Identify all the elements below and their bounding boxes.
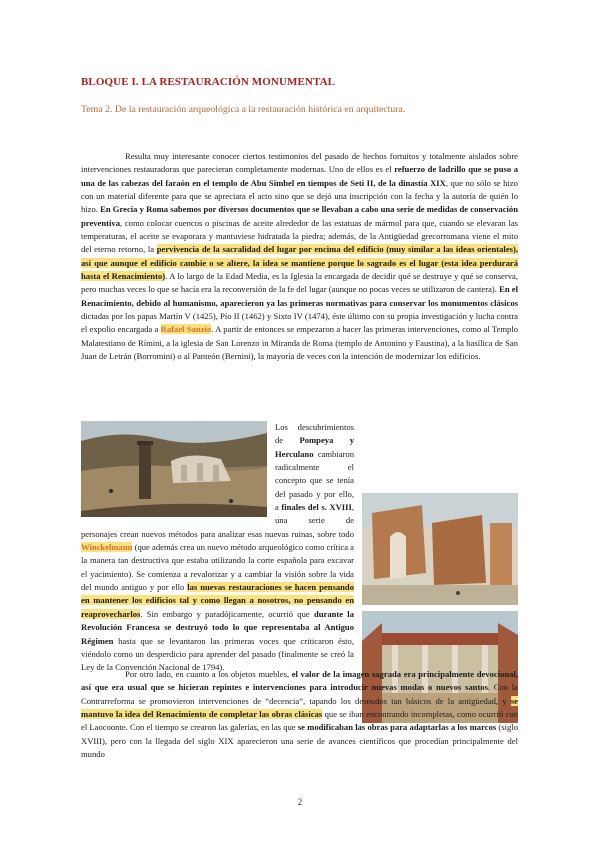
text: . A lo largo de la Edad Media, es la Iglesia la encargada de decidir qué se destruye y qué se conserva, pero muchas veces lo que se hacía era la reconversión de la fe del lugar (aunque no pocas veces se utilizaron de cantera).: [81, 271, 518, 295]
text: Los descubrimientos de: [275, 422, 354, 446]
text: , que no sólo se hizo con un material diferente para que se apreciara el acto sino que se dejó una inscripción con la fecha y la autoría de quién lo hizo.: [81, 177, 518, 215]
highlighted-text: se mantuvo la idea del Renacimiento de completar las obras clásicas: [81, 695, 518, 720]
text: . A partir de entonces se empezaron a hacer las primeras intervenciones, como al Templo Malatestiano de Rímini, a la iglesia de San Lorenzo in Miranda de Roma (templo de Antonino y Faustina), a la basílica de San Juan de Letrán (Borromini) o al Panteón (Bernini), la mayoría de veces con la intención de modernizar los edificios.: [81, 324, 518, 362]
text: Resulta muy interesante conocer ciertos testimonios del pasado de hechos fortuitos y totalmente aislados sobre intervenciones restauradoras que parecieran completamente modernas. Uno de ellos es el: [81, 151, 518, 175]
topic-subheading: Tema 2. De la restauración arqueológica a la restauración histórica en arquitectura.: [81, 104, 406, 115]
text: . Sin embargo y paradójicamente, ocurrió que: [140, 608, 314, 619]
ruins-cave-image: [81, 421, 267, 517]
page-number: 2: [297, 797, 303, 807]
text: (siglo XVIII), pero con la llegada del siglo XIX aparecieron una serie de avances científicos que procedían principalmente del mundo: [81, 722, 518, 760]
bold-text: finales del s. XVIII: [281, 502, 352, 513]
highlighted-text: pervivencia de la sacralidad del lugar por encima del edificio (muy similar a las ideas orientales), así que aunque el edificio cambie o se altere, la idea se mantiene porque lo sagrado es el lugar (esta idea perdurará hasta el Renacimiento): [81, 244, 518, 282]
bold-text: En el Renacimiento, debido al humanismo, aparecieron ya las primeras normativas para conservar los monumentos clásicos: [81, 284, 518, 308]
person-name-rafael: Rafael Sanzio: [160, 324, 212, 335]
person-name-winckelmann: Winckelmann: [81, 542, 133, 553]
bold-text: En Grecia y Roma sabemos por diversos documentos que se llevaban a cabo una serie de medidas de conservación preventiva: [81, 204, 518, 228]
bold-text: el valor de la imagen sagrada era principalmente devocional, así que era usual que se hicieran repintes e intervenciones para introducir nuevas modas o nuevos santos: [81, 669, 518, 693]
bold-text: refuerzo de ladrillo que se puso a una de las cabezas del faraón en el templo de Abu Simbel en tiempos de Seti II, de la dinastía XIX: [81, 164, 519, 188]
text: Por otro lado, en cuanto a los objetos muebles,: [125, 669, 292, 679]
excavation-illustration: [81, 421, 267, 517]
text: dictadas por los papas Martín V (1425), Pío II (1462) y Sixto IV (1474), éste último con su propia investigación y lucha contra el expolio encargada a: [81, 311, 518, 335]
highlighted-text: las nuevas restauraciones se hacen pensando en mantener los edificios tal y como llegan a nosotros, no pensando en reaprovecharlos: [81, 582, 354, 619]
block-heading: BLOQUE I. LA RESTAURACIÓN MONUMENTAL: [81, 76, 336, 88]
paragraph-3: [81, 668, 518, 761]
text: que se iban encontrando incompletas, como ocurrió con el Laocoonte. Con el tiempo se crearon las galerías, en las que: [81, 709, 518, 733]
text: , como colocar cuencos o piscinas de aceite alrededor de las estatuas de mármol para que, cuando se elevaran las temperaturas, el aceite se evaporara y mantuviese hidratada la piedra; además, de la Antigüedad grecorromana viene el mito del eterno retorno, la: [81, 217, 518, 255]
text: cambiaron radicalmente el concepto que se tenía del pasado y por ello, a: [275, 448, 354, 513]
text: , una serie de personajes crean nuevos métodos para analizar esas nuevas ruinas, sobre todo: [81, 502, 354, 539]
paragraph-1: [81, 150, 518, 364]
text: (que además crea un nuevo método arqueológico como crítica a la manera tan destructiva que estaba utilizando la corte española para excavar el yacimiento). Se comienza a revalorizar y a cambiar la visión sobre la vida del mundo antiguo y por ello: [81, 542, 354, 593]
text: hasta que se levantaron las primeras voces que criticaron ésto, viéndolo como un desperdicio para aprender del pasado (finalmente se creó la Ley de la Convención Nacional de 1794).: [81, 635, 354, 673]
bold-text: durante la Revolución Francesa se destruyó todo lo que representaba al Antiguo Régimen: [81, 608, 354, 646]
bold-text: se modificaban las obras para adaptarlas a los marcos: [297, 722, 497, 733]
text: . Con la Contrarreforma se promovieron intervenciones de “decencia”, tapando los desnudos tan básicos de la antigüedad, y: [81, 682, 518, 706]
bold-text: Pompeya y Herculano: [275, 435, 355, 459]
